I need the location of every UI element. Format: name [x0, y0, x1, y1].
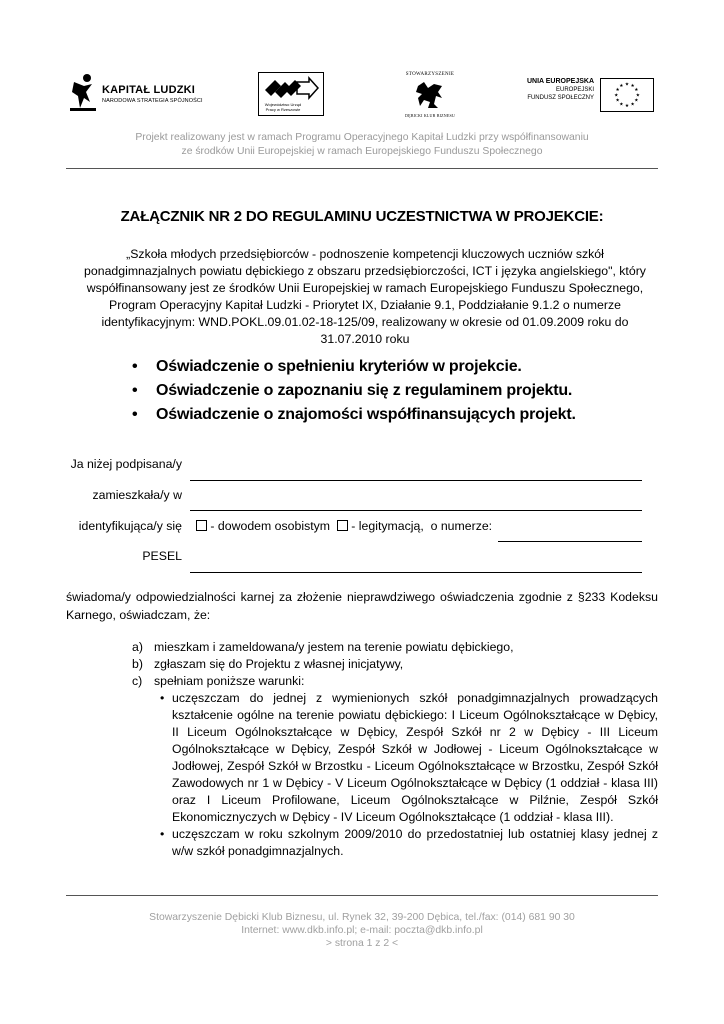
- liability-statement: świadoma/y odpowiedzialności karnej za złożenie nieprawdziwego oświadczenia zgodnie z §233 Kodeksu Karnego, oświadczam, że:: [66, 590, 658, 622]
- conditions-list: [132, 639, 658, 690]
- header-logos: [66, 62, 658, 130]
- wup-caption: Województwo Urząd Pracy w Rzeszowie: [264, 102, 302, 112]
- kapital-ludzki-logo: [66, 70, 216, 118]
- id-card-checkbox[interactable]: [196, 520, 207, 531]
- declaration-text: Oświadczenie o znajomości współfinansujących projekt.: [156, 406, 576, 423]
- eu-line2: EUROPEJSKI: [555, 87, 594, 93]
- subcondition-text: uczęszczam do jednej z wymienionych szkół ponadgimnazjalnych prowadzących kształcenie ogólne na terenie powiatu dębickiego: I Liceum Ogólnokształcące w Dębicy, II Liceum Ogólnokształcące w Dębicy, Zespół Szkół nr 2 w Dębicy - III Liceum Ogólnokształcące w Dębicy, Zespół Szkół w Jodłowej - Liceum Ogólnokształcące w Jodłowej, Zespół Szkół w Brzostku - Liceum Ogólnokształcące w Brzostku, Zespół Szkół Zawodowych nr 1 w Dębicy - V Liceum Ogólnokształcące w Dębicy (1 oddział - klasa III) oraz I Liceum Profilowane, Liceum Ogólnokształcące w Pilźnie, Zespół Szkół Ekonomicznyczych w Dębicy - IV Liceum Ogólnokształcące (1 oddział - klasa III).: [172, 691, 658, 824]
- condition-item: [132, 673, 658, 690]
- wup-logo: [258, 72, 324, 116]
- declaration-text: Oświadczenie o zapoznaniu się z regulaminem projektu.: [156, 382, 573, 399]
- name-label: Ja niżej podpisana/y: [70, 457, 182, 471]
- svg-text:★: ★: [634, 87, 639, 93]
- address-label: zamieszkała/y w: [92, 488, 182, 502]
- bullet-icon: •: [132, 382, 138, 399]
- subcondition-item: [160, 690, 658, 826]
- header-divider: [66, 168, 658, 169]
- bullet-icon: •: [132, 358, 138, 375]
- subconditions-list: [160, 690, 658, 860]
- footer-address: Stowarzyszenie Dębicki Klub Biznesu, ul. Rynek 32, 39-200 Dębica, tel./fax: (014) 681 90 30: [149, 912, 575, 923]
- condition-text: spełniam poniższe warunki:: [154, 674, 305, 688]
- declaration-list: [132, 355, 576, 427]
- bullet-icon: •: [160, 691, 165, 705]
- id-label: identyfikująca/y się: [78, 519, 182, 533]
- project-note-line2: ze środków Unii Europejskiej w ramach Europejskiego Funduszu Społecznego: [181, 145, 543, 157]
- bullet-icon: •: [132, 406, 138, 423]
- svg-text:★: ★: [624, 82, 630, 88]
- eu-line1: UNIA EUROPEJSKA: [526, 78, 594, 85]
- eu-logo: [516, 76, 658, 112]
- page-number: > strona 1 z 2 <: [325, 938, 399, 949]
- svg-text:★: ★: [634, 98, 639, 104]
- arrow-figures-icon: [263, 76, 319, 102]
- subcondition-text: uczęszczam w roku szkolnym 2009/2010 do przedostatniej lub ostatniej klasy jednej z w/w szkół ponadgimnazjalnych.: [172, 827, 658, 858]
- eu-line3: FUNDUSZ SPOŁECZNY: [527, 95, 594, 101]
- id-number-field[interactable]: [498, 541, 642, 542]
- id-card-label: - dowodem osobistym: [210, 519, 331, 533]
- eu-text: [527, 78, 594, 102]
- bullet-icon: •: [160, 827, 165, 841]
- griffin-icon: [414, 80, 446, 110]
- condition-text: zgłaszam się do Projektu z własnej inicjatywy,: [154, 657, 404, 671]
- svg-text:★: ★: [615, 87, 620, 93]
- id-options: [196, 519, 492, 533]
- svg-text:★: ★: [635, 93, 640, 99]
- condition-text: mieszkam i zameldowana/y jestem na terenie powiatu dębickiego,: [154, 640, 514, 654]
- svg-text:★: ★: [619, 84, 624, 89]
- human-figure-icon: [70, 72, 96, 112]
- declaration-item: [132, 379, 576, 403]
- id-number-label: o numerze:: [430, 519, 493, 533]
- address-field[interactable]: [190, 510, 642, 511]
- dkb-logo-top: STOWARZYSZENIE: [405, 72, 455, 77]
- dkb-logo: [396, 62, 464, 124]
- footer: [0, 911, 724, 950]
- declaration-text: Oświadczenie o spełnieniu kryteriów w projekcie.: [156, 358, 522, 375]
- student-id-label: - legitymacją,: [351, 519, 424, 533]
- student-id-checkbox[interactable]: [337, 520, 348, 531]
- subcondition-item: [160, 826, 658, 860]
- name-field[interactable]: [190, 480, 642, 481]
- project-intro: „Szkoła młodych przedsiębiorców - podnoszenie kompetencji kluczowych uczniów szkół ponadgimnazjalnych powiatu dębickiego z obszaru przedsiębiorczości, ICT i języka angielskiego", który współfinansowany jest ze środków Unii Europejskiej w ramach Europejskiego Funduszu Społecznego, Program Operacyjny Kapitał Ludzki - Priorytet IX, Działanie 9.1, Poddziałanie 9.1.2 o numerze identyfikacyjnym: WND.POKL.09.01.02-18-125/09, realizowany w okresie od 01.09.2009 roku do 31.07.2010 roku: [84, 247, 646, 346]
- declaration-item: [132, 355, 576, 379]
- kapital-ludzki-title: KAPITAŁ LUDZKI: [102, 84, 196, 96]
- footer-divider: [66, 895, 658, 896]
- pesel-field[interactable]: [190, 572, 642, 573]
- svg-text:★: ★: [630, 102, 635, 108]
- project-note: [0, 131, 724, 158]
- document-title: ZAŁĄCZNIK NR 2 DO REGULAMINU UCZESTNICTWA W PROJEKCIE:: [120, 208, 604, 225]
- condition-label: a): [132, 640, 143, 654]
- condition-label: c): [132, 674, 143, 688]
- svg-text:★: ★: [619, 102, 624, 108]
- declaration-item: [132, 403, 576, 427]
- kapital-ludzki-subtitle: NARODOWA STRATEGIA SPÓJNOŚCI: [102, 98, 203, 104]
- project-note-line1: Projekt realizowany jest w ramach Programu Operacyjnego Kapitał Ludzki przy współfinansowaniu: [135, 132, 589, 143]
- svg-text:★: ★: [614, 93, 619, 99]
- footer-contact: Internet: www.dkb.info.pl; e-mail: poczta@dkb.info.pl: [241, 925, 483, 936]
- condition-item: [132, 639, 658, 656]
- eu-flag-icon: [600, 78, 654, 112]
- condition-label: b): [132, 657, 143, 671]
- svg-text:★: ★: [630, 84, 635, 89]
- svg-text:★: ★: [615, 98, 620, 104]
- dkb-logo-bottom: DĘBICKI KLUB BIZNESU: [405, 113, 455, 118]
- pesel-label: PESEL: [142, 549, 182, 563]
- svg-text:★: ★: [624, 103, 630, 109]
- condition-item: [132, 656, 658, 673]
